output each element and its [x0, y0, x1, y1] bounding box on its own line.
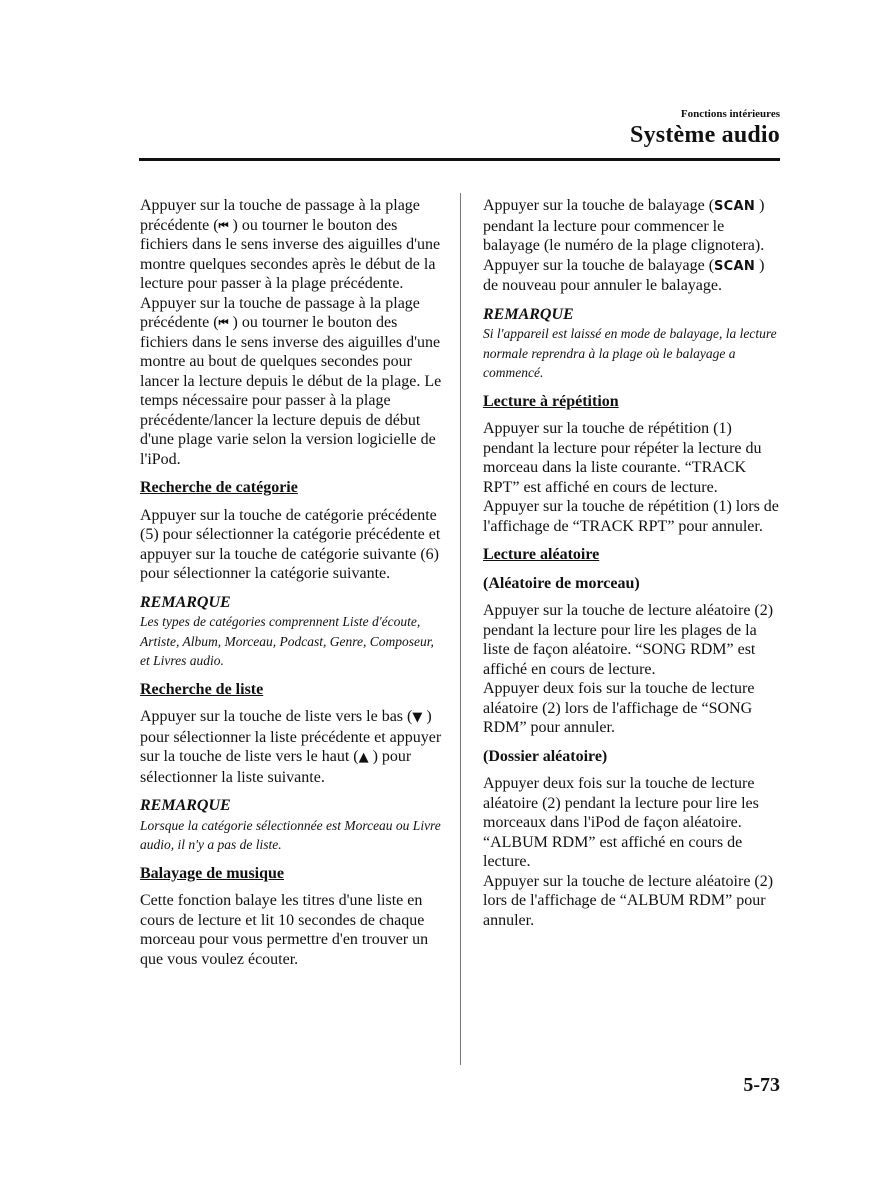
right-column: [483, 196, 783, 930]
note-title: REMARQUE: [140, 593, 231, 611]
list-search-body: [140, 707, 442, 787]
music-scan-body: Cette fonction balaye les titres d'une liste en cours de lecture et lit 10 secondes de chaque morceau pour vous permettre d'en trouver un que vous voulez écouter.: [140, 892, 429, 968]
music-scan-heading: Balayage de musique: [140, 864, 285, 882]
triangle-down-icon: ▼: [412, 710, 423, 725]
list-text-a: Appuyer sur la touche de liste vers le bas (: [140, 708, 413, 725]
random-heading: Lecture aléatoire: [483, 546, 600, 563]
left-column: [140, 196, 442, 969]
intro-paragraph: [140, 196, 442, 469]
page-number: 5-73: [743, 1074, 780, 1096]
scan-text-a: Appuyer sur la touche de balayage (: [483, 197, 715, 214]
repeat-body: Appuyer sur la touche de répétition (1) pendant la lecture pour répéter la lecture du morceau dans la liste courante. “TRACK RPT” est affiché en cours de lecture.: [483, 420, 762, 496]
repeat-heading: Lecture à répétition: [483, 392, 619, 410]
note-body: Si l'appareil est laissé en mode de balayage, la lecture normale reprendra à la plage où le balayage a commencé.: [483, 326, 777, 380]
intro-text-b: ) ou tourner le bouton des fichiers dans le sens inverse des aiguilles d'une montre quelques secondes après le début de la lecture pour passer à la plage précédente. Appuyer sur la touche de passage à la plage précédente (: [140, 216, 441, 331]
intro-text-c: ) ou tourner le bouton des fichiers dans le sens inverse des aiguilles d'une montre au bout de quelques secondes pour lancer la lecture depuis le début de la plage. Le temps nécessaire pour passer à la plage précédente/lancer la lecture depuis de début d'une plage varie selon la version logicielle de l'iPod.: [140, 314, 442, 468]
page-title: Système audio: [630, 122, 780, 148]
folder-random-body: Appuyer deux fois sur la touche de lecture aléatoire (2) pendant la lecture pour lire les morceaux dans l'iPod de façon aléatoire. “ALBUM RDM” est affiché en cours de lecture.: [483, 775, 759, 870]
intro-text-a: Appuyer sur la touche de passage à la plage précédente (: [140, 197, 420, 234]
header-divider: [139, 158, 780, 161]
folder-random-subheading: (Dossier aléatoire): [483, 747, 608, 765]
section-label: Fonctions intérieures: [680, 108, 780, 120]
category-search-heading: Recherche de catégorie: [140, 479, 298, 496]
note-title: REMARQUE: [483, 305, 574, 323]
scan-text-b: ) pendant la lecture pour commencer le balayage (le numéro de la plage clignotera). Appuyer sur la touche de balayage (: [483, 197, 765, 274]
repeat-body-cancel: Appuyer sur la touche de répétition (1) lors de l'affichage de “TRACK RPT” pour annuler.: [483, 498, 779, 535]
scan-button-label: SCAN: [714, 199, 756, 214]
category-search-body: Appuyer sur la touche de catégorie précédente (5) pour sélectionner la catégorie précédente et appuyer sur la touche de catégorie suivante (6) pour sélectionner la catégorie suivante.: [140, 506, 441, 582]
song-random-subheading: (Aléatoire de morceau): [483, 574, 640, 592]
note-body: Les types de catégories comprennent Liste d'écoute, Artiste, Album, Morceau, Podcast, Genre, Composeur, et Livres audio.: [140, 614, 434, 668]
skip-back-icon: ⏮: [218, 316, 229, 329]
scan-paragraph: [483, 196, 783, 296]
list-search-heading: Recherche de liste: [140, 680, 264, 698]
note-title: REMARQUE: [140, 797, 231, 814]
skip-back-icon: ⏮: [218, 218, 229, 232]
song-random-body: Appuyer sur la touche de lecture aléatoire (2) pendant la lecture pour lire les plages de la liste de façon aléatoire. “SONG RDM” est affiché en cours de lecture.: [483, 602, 774, 678]
column-divider: [460, 193, 461, 1065]
song-random-cancel: Appuyer deux fois sur la touche de lecture aléatoire (2) lors de l'affichage de “SONG RDM” pour annuler.: [483, 680, 755, 736]
list-text-b: ) pour sélectionner la liste précédente et appuyer sur la touche de liste vers le haut (: [140, 708, 442, 765]
triangle-up-icon: ▲: [358, 750, 369, 765]
scan-text-c: ) de nouveau pour annuler le balayage.: [483, 256, 765, 294]
folder-random-cancel: Appuyer sur la touche de lecture aléatoire (2) lors de l'affichage de “ALBUM RDM” pour annuler.: [483, 872, 774, 929]
note-body: Lorsque la catégorie sélectionnée est Morceau ou Livre audio, il n'y a pas de liste.: [140, 817, 441, 852]
list-text-c: ) pour sélectionner la liste suivante.: [140, 748, 412, 786]
scan-button-label: SCAN: [714, 258, 756, 274]
